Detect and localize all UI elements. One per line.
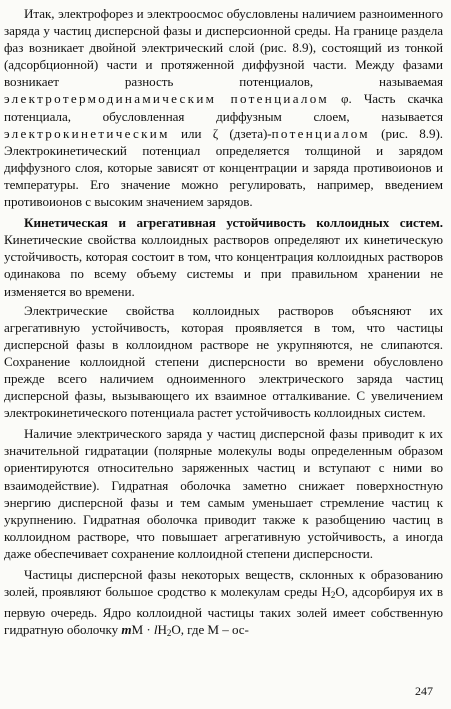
paragraph-aggregative-stability: Электрические свойства коллоидных растворов объясняют их агрегативную устойчивость, которая проявляется в том, что частицы дисперсной фазы в коллоидном растворе не укрупняются, не слипаются. Сохранение коллоидной степени дисперсности во времени обусловлено прежде всего наличием одноименного электрического заряда частиц дисперсной фазы, вызывающего их взаимное отталкивание. С увеличением электрокинетического потенциала растет устойчивость коллоидных систем. [4,302,443,421]
formula-variable: l [153,622,158,638]
spaced-term: электрокинетическим [4,125,170,141]
text-run: или ζ (дзета)- [169,125,272,141]
spaced-term: потенциалом [271,125,370,141]
text-run: H [157,622,167,638]
text-run: M · [131,622,154,638]
spaced-term: электротермодинамическим потенциалом [4,91,329,107]
text-run: O, где M – ос- [171,622,249,638]
text-run: Итак, электрофорез и электроосмос обусловлены наличием разноименного заряда у частиц дисперсной фазы и дисперсионной среды. На границе раздела фаз возникает двойной электрический слой (рис. 8.9), состоящий из тонкой (адсорбционной) части и протяженной диффузной части. Между фазами возникает разность потенциалов, называемая [4,6,443,90]
page-body [4,5,443,644]
subscript: 2 [166,628,172,639]
text-run: φ. Часть скачка потенциала, обусловленная диффузным слоем, называется [4,91,443,124]
paragraph-electrophoresis [4,5,443,210]
text-run: Кинетические свойства коллоидных растворов определяют их кинетическую устойчивость, которая состоит в том, что концентрация коллоидных растворов одинакова по всему объему системы и при правильном хранении не изменяется во времени. [4,232,443,299]
paragraph-hydrate-shell [4,566,443,642]
paragraph-kinetic-stability [4,214,443,299]
subscript: 2 [330,590,336,601]
section-heading: Кинетическая и агрегативная устойчивость коллоидных систем. [24,215,443,231]
text-run: O, адсорбируя их в первую очередь. Ядро коллоидной частицы таких золей имеет собственную гидратную оболочку [4,584,443,638]
text-run: Частицы дисперсной фазы некоторых веществ, склонных к образованию золей, проявляют большое сродство к молекулам среды H [4,567,443,600]
paragraph-hydration: Наличие электрического заряда у частиц дисперсной фазы приводит к их значительной гидратации (полярные молекулы воды определенным образом ориентируются относительно заряженных частиц и вступают с ними во взаимодействие). Гидратная оболочка заметно снижает поверхностную энергию дисперсной фазы и тем самым уменьшает стремление частиц к укрупнению. Гидратная оболочка приводит также к разобщению частиц в коллоидном растворе, что повышает агрегативную устойчивость, а иногда даже обеспечивает сохранение коллоидной степени дисперсности. [4,426,443,561]
page-number: 247 [415,684,433,698]
formula-variable: m [121,622,132,638]
text-run: (рис. 8.9). Электрокинетический потенциал определяется толщиной и зарядом диффузного слоя, которые зависят от концентрации и заряда противоионов и температуры. Его значение можно регулировать, например, введением противоионов с высоким значением зарядов. [4,125,443,210]
